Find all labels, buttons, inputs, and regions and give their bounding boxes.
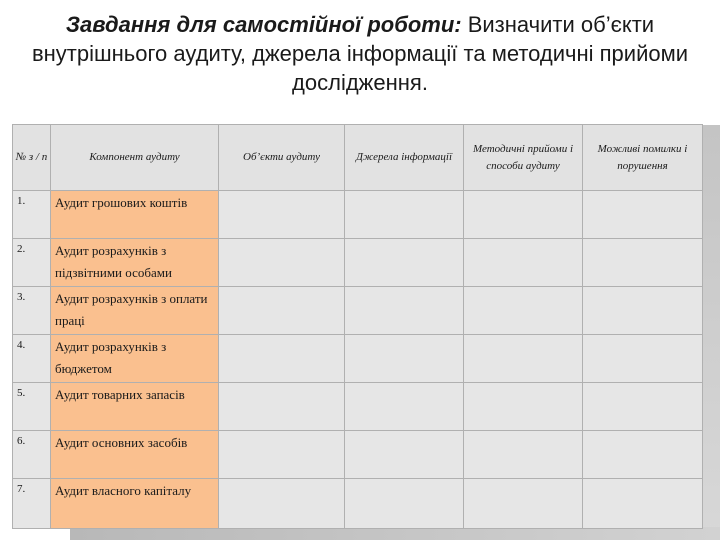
row-number: 4. [13,335,51,383]
row-number: 3. [13,287,51,335]
cell-methods[interactable] [464,431,583,479]
header-num: № з / п [13,125,51,191]
cell-sources[interactable] [345,431,464,479]
cell-sources[interactable] [345,335,464,383]
cell-errors[interactable] [583,431,703,479]
audit-table [12,124,703,529]
cell-sources[interactable] [345,239,464,287]
row-component: Аудит власного капіталу [51,479,219,529]
cell-methods[interactable] [464,479,583,529]
cell-errors[interactable] [583,239,703,287]
cell-errors[interactable] [583,287,703,335]
row-number: 7. [13,479,51,529]
header-objects: Об’єкти аудиту [219,125,345,191]
table-row [13,287,703,335]
cell-objects[interactable] [219,335,345,383]
row-number: 5. [13,383,51,431]
table-row [13,191,703,239]
cell-objects[interactable] [219,191,345,239]
cell-objects[interactable] [219,431,345,479]
cell-errors[interactable] [583,191,703,239]
table-row [13,335,703,383]
cell-errors[interactable] [583,335,703,383]
cell-methods[interactable] [464,191,583,239]
title-text: Визначити об’єкти внутрішнього аудиту, джерела інформації та методичні прийоми дослідження. [31,12,689,95]
header-methods: Методичні прийоми і способи аудиту [464,125,583,191]
row-component: Аудит розрахунків з оплати праці [51,287,219,335]
row-component: Аудит товарних запасів [51,383,219,431]
row-number: 2. [13,239,51,287]
table-row [13,383,703,431]
cell-sources[interactable] [345,479,464,529]
row-number: 6. [13,431,51,479]
row-number: 1. [13,191,51,239]
cell-sources[interactable] [345,191,464,239]
header-component: Компонент аудиту [51,125,219,191]
row-component: Аудит розрахунків з бюджетом [51,335,219,383]
header-errors: Можливі помилки і порушення [583,125,703,191]
row-component: Аудит розрахунків з підзвітними особами [51,239,219,287]
cell-methods[interactable] [464,335,583,383]
cell-methods[interactable] [464,239,583,287]
cell-errors[interactable] [583,383,703,431]
cell-sources[interactable] [345,383,464,431]
table-row [13,431,703,479]
table-header-row [13,125,703,191]
row-component: Аудит основних засобів [51,431,219,479]
cell-objects[interactable] [219,239,345,287]
table-row [13,479,703,529]
cell-objects[interactable] [219,383,345,431]
header-sources: Джерела інформації [345,125,464,191]
table-shadow-right [703,125,720,540]
row-component: Аудит грошових коштів [51,191,219,239]
table-row [13,239,703,287]
cell-objects[interactable] [219,287,345,335]
cell-sources[interactable] [345,287,464,335]
title-lead: Завдання для самостійної роботи: [65,12,462,37]
cell-errors[interactable] [583,479,703,529]
cell-methods[interactable] [464,383,583,431]
cell-methods[interactable] [464,287,583,335]
slide-title [20,10,700,97]
cell-objects[interactable] [219,479,345,529]
